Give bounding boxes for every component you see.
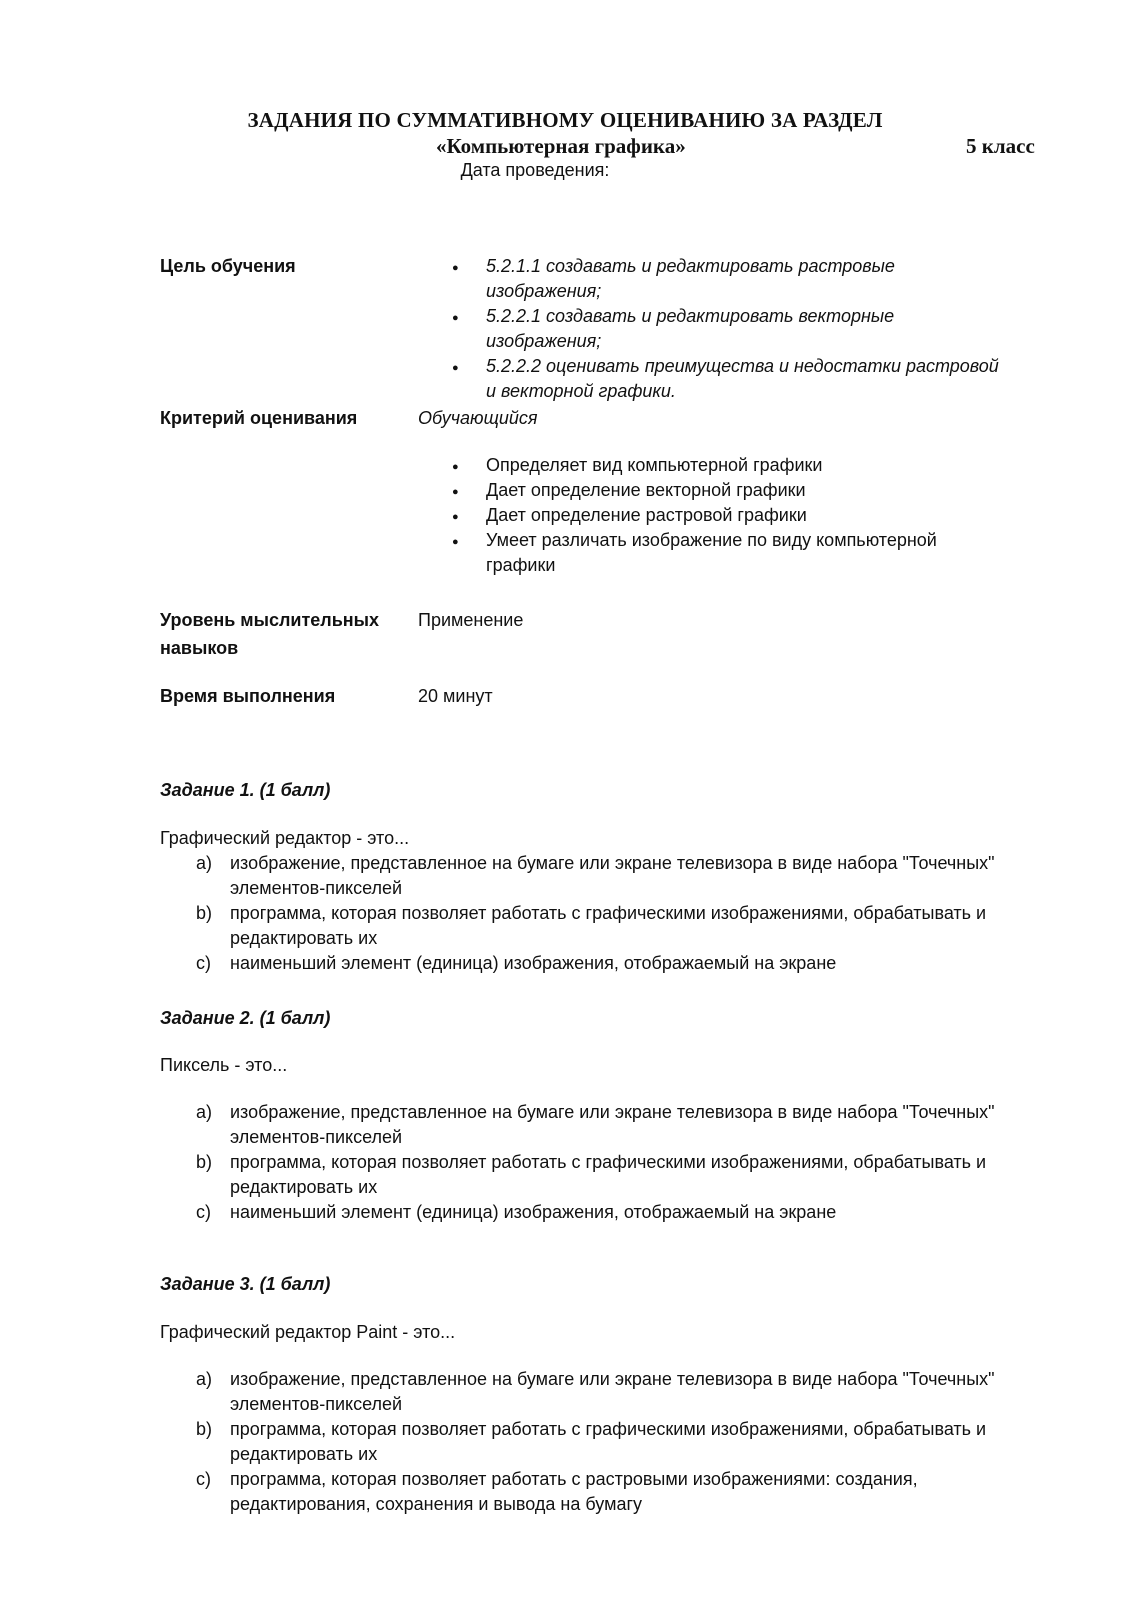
- level-value: Применение: [418, 610, 524, 630]
- option-letter: b): [196, 1419, 213, 1439]
- criteria-item-2: Дает определение векторной графики: [486, 480, 806, 500]
- criteria-item-3: Дает определение растровой графики: [486, 505, 807, 525]
- goal-item-2-line1: 5.2.2.1 создавать и редактировать векторные: [486, 306, 895, 326]
- time-value: 20 минут: [418, 686, 493, 706]
- option-letter: b): [196, 903, 213, 923]
- option-letter: a): [196, 1369, 213, 1389]
- criteria-label: Критерий оценивания: [160, 408, 358, 428]
- task-1-option-b-line2: редактировать их: [230, 928, 378, 948]
- page-title: ЗАДАНИЯ ПО СУММАТИВНОМУ ОЦЕНИВАНИЮ ЗА РАЗДЕЛ: [247, 108, 883, 132]
- task-1-option-c-line1: наименьший элемент (единица) изображения, отображаемый на экране: [230, 953, 837, 973]
- task-1-option-a-line1: изображение, представленное на бумаге или экране телевизора в виде набора "Точечных": [230, 853, 995, 873]
- time-label: Время выполнения: [160, 686, 336, 706]
- option-letter: a): [196, 853, 213, 873]
- goal-item-2-line2: изображения;: [486, 331, 602, 351]
- task-2-title: Задание 2. (1 балл): [160, 1008, 331, 1028]
- goal-label: Цель обучения: [160, 256, 296, 276]
- task-3-option-a-line1: изображение, представленное на бумаге или экране телевизора в виде набора "Точечных": [230, 1369, 995, 1389]
- criteria-item-4-line2: графики: [486, 555, 556, 575]
- option-letter: c): [196, 1469, 211, 1489]
- task-3-option-c-line2: редактирования, сохранения и вывода на бумагу: [230, 1494, 643, 1514]
- level-label-line1: Уровень мыслительных: [160, 610, 380, 630]
- task-2-option-a-line2: элементов-пикселей: [230, 1127, 403, 1147]
- goal-item-3-line1: 5.2.2.2 оценивать преимущества и недостатки растровой: [486, 356, 999, 376]
- option-letter: a): [196, 1102, 213, 1122]
- task-3-option-b-line2: редактировать их: [230, 1444, 378, 1464]
- task-3-question: Графический редактор Paint - это...: [160, 1322, 456, 1342]
- bullet-icon: [452, 532, 462, 542]
- goal-item-3-line2: и векторной графики.: [486, 381, 676, 401]
- level-label-line2: навыков: [160, 638, 239, 658]
- option-letter: c): [196, 1202, 211, 1222]
- grade-label: 5 класс: [966, 134, 1035, 158]
- task-2-option-a-line1: изображение, представленное на бумаге или экране телевизора в виде набора "Точечных": [230, 1102, 995, 1122]
- task-2-question: Пиксель - это...: [160, 1055, 288, 1075]
- task-3-option-a-line2: элементов-пикселей: [230, 1394, 403, 1414]
- task-2-option-c-line1: наименьший элемент (единица) изображения, отображаемый на экране: [230, 1202, 837, 1222]
- goal-item-1-line1: 5.2.1.1 создавать и редактировать растровые: [486, 256, 895, 276]
- task-3-option-b-line1: программа, которая позволяет работать с графическими изображениями, обрабатывать и: [230, 1419, 987, 1439]
- task-2-option-b-line2: редактировать их: [230, 1177, 378, 1197]
- task-1-title: Задание 1. (1 балл): [160, 780, 331, 800]
- criteria-item-4-line1: Умеет различать изображение по виду компьютерной: [486, 530, 937, 550]
- bullet-icon: [452, 507, 462, 517]
- bullet-icon: [452, 457, 462, 467]
- bullet-icon: [452, 358, 462, 368]
- goal-item-1-line2: изображения;: [486, 281, 602, 301]
- task-1-option-b-line1: программа, которая позволяет работать с графическими изображениями, обрабатывать и: [230, 903, 987, 923]
- criteria-item-1: Определяет вид компьютерной графики: [486, 455, 823, 475]
- task-2-option-b-line1: программа, которая позволяет работать с графическими изображениями, обрабатывать и: [230, 1152, 987, 1172]
- criteria-intro: Обучающийся: [418, 408, 538, 428]
- date-label: Дата проведения:: [460, 160, 610, 180]
- bullet-icon: [452, 258, 462, 268]
- task-3-title: Задание 3. (1 балл): [160, 1274, 331, 1294]
- bullet-icon: [452, 308, 462, 318]
- option-letter: c): [196, 953, 211, 973]
- option-letter: b): [196, 1152, 213, 1172]
- section-title: «Компьютерная графика»: [436, 134, 686, 158]
- task-1-option-a-line2: элементов-пикселей: [230, 878, 403, 898]
- bullet-icon: [452, 482, 462, 492]
- task-3-option-c-line1: программа, которая позволяет работать с растровыми изображениями: создания,: [230, 1469, 918, 1489]
- task-1-question: Графический редактор - это...: [160, 828, 410, 848]
